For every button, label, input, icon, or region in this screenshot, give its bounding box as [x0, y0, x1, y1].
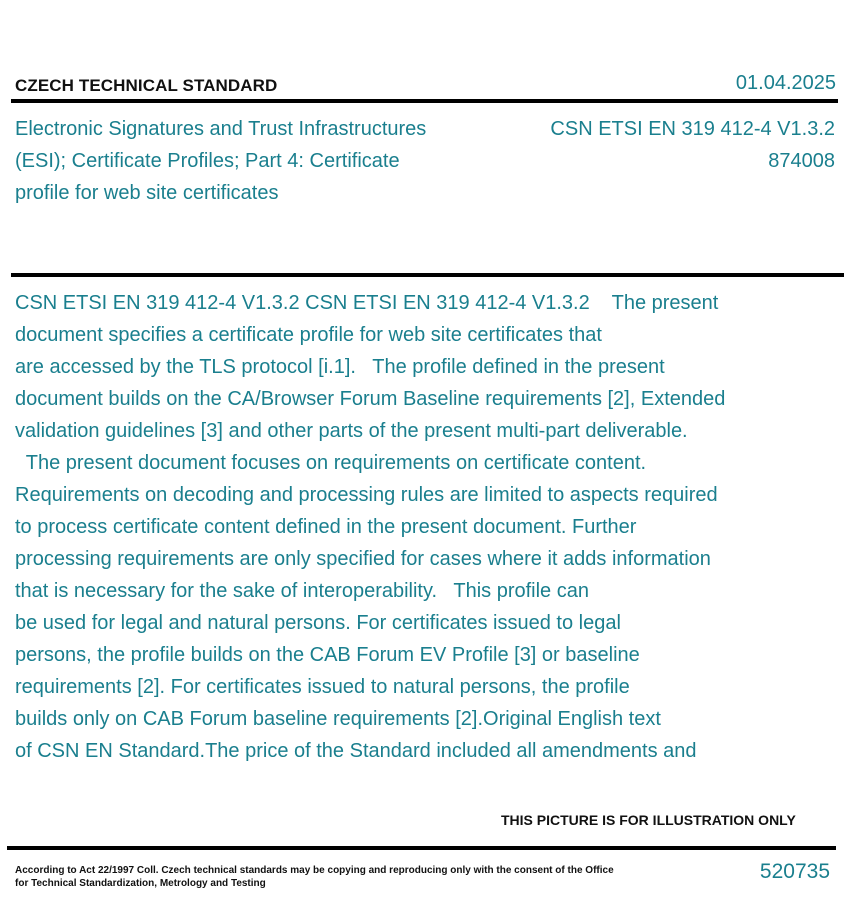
description-line: persons, the profile builds on the CAB Forum EV Profile [3] or baseline [15, 644, 640, 666]
description-line: are accessed by the TLS protocol [i.1]. The profile defined in the present [15, 356, 665, 378]
description-line: document builds on the CA/Browser Forum Baseline requirements [2], Extended [15, 388, 726, 410]
legal-notice [15, 864, 614, 890]
description-line: that is necessary for the sake of interoperability. This profile can [15, 580, 589, 602]
standard-title-line: profile for web site certificates [15, 182, 279, 204]
description-line: document specifies a certificate profile for web site certificates that [15, 324, 602, 346]
divider-middle [11, 273, 844, 277]
illustration-disclaimer: THIS PICTURE IS FOR ILLUSTRATION ONLY [501, 812, 796, 828]
standard-title-line: (ESI); Certificate Profiles; Part 4: Certificate [15, 150, 400, 172]
catalog-number: 874008 [768, 150, 835, 172]
description-line: requirements [2]. For certificates issued to natural persons, the profile [15, 676, 630, 698]
description-line: Requirements on decoding and processing rules are limited to aspects required [15, 484, 718, 506]
legal-notice-line: According to Act 22/1997 Coll. Czech technical standards may be copying and reproducing only with the consent of the Office [15, 865, 614, 876]
standard-code: CSN ETSI EN 319 412-4 V1.3.2 [550, 118, 835, 140]
divider-bottom [7, 846, 836, 850]
description-line: builds only on CAB Forum baseline requirements [2].Original English text [15, 708, 661, 730]
standard-description [15, 287, 805, 767]
description-line: to process certificate content defined in the present document. Further [15, 516, 637, 538]
description-line: of CSN EN Standard.The price of the Standard included all amendments and [15, 740, 697, 762]
publication-date: 01.04.2025 [735, 72, 836, 94]
standard-title-line: Electronic Signatures and Trust Infrastructures [15, 118, 427, 140]
standard-category-heading: CZECH TECHNICAL STANDARD [15, 76, 278, 95]
legal-notice-line: for Technical Standardization, Metrology and Testing [15, 878, 266, 889]
description-line: validation guidelines [3] and other parts of the present multi-part deliverable. [15, 420, 688, 442]
description-line: be used for legal and natural persons. For certificates issued to legal [15, 612, 621, 634]
divider-top [11, 99, 838, 103]
description-line: CSN ETSI EN 319 412-4 V1.3.2 CSN ETSI EN 319 412-4 V1.3.2 The present [15, 292, 719, 314]
standard-identifier [550, 113, 835, 177]
standard-title [15, 113, 485, 209]
description-line: The present document focuses on requirements on certificate content. [15, 452, 647, 474]
description-line: processing requirements are only specified for cases where it adds information [15, 548, 711, 570]
footer-code: 520735 [759, 860, 830, 883]
